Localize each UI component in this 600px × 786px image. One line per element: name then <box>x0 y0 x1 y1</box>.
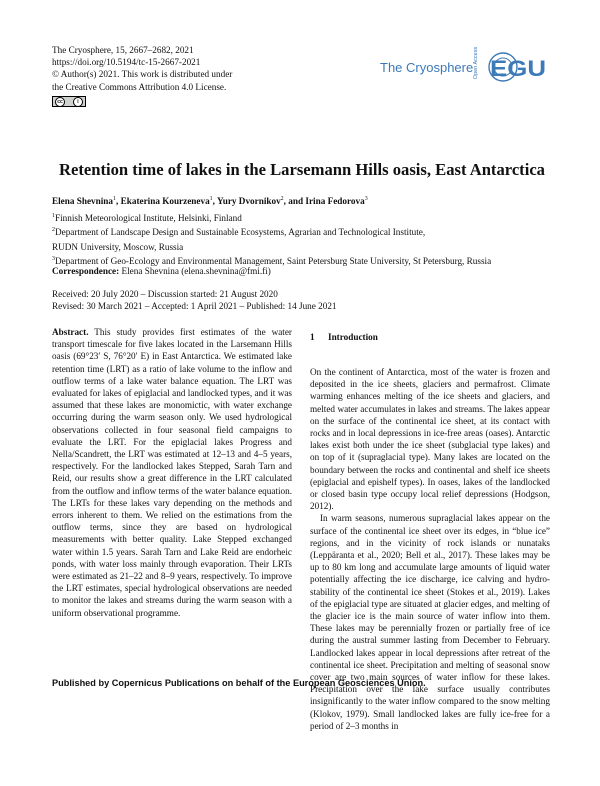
author: Irina Fedorova <box>305 196 365 207</box>
copyright-line: © Author(s) 2021. This work is distributed under <box>52 69 233 80</box>
abstract-column <box>52 326 292 619</box>
author-list <box>52 196 368 206</box>
doi-link[interactable]: https://doi.org/10.5194/tc-15-2667-2021 <box>52 57 201 68</box>
abstract-text: This study provides first estimates of the water transport timescale for five lakes located in the Larsemann Hills oasis (69°23′ S, 76°20′ E) in East Antarctica. We estimated lake retention time (LRT) as a ratio of lake volume to the inflow and outflow terms of a lake water balance equation. The LRT was evaluated for lakes of epiglacial and landlocked types, and it was assumed that these lakes are monomictic, with water exchange occurring during the warm season only. We used hydrological observations collected in four seasonal field campaigns to evaluate the LRT. For the epiglacial lakes Progress and Nella/Scandrett, the LRT was estimated at 12–13 and 4–5 years, respectively. For the landlocked lakes Stepped, Sarah Tarn and Reid, our results show a great difference in the LRT calculated from the outflow and inflow terms of the water balance equation. The LRTs for these lakes vary depending on the methods and errors inherent to them. We relied on the estimations from the outflow terms, since they are based on hydrological measurements with better quality. Lake Stepped exchanged water within 1.5 years. Sarah Tarn and Lake Reid are endorheic ponds, with water loss mainly through evaporation. Their LRTs were estimated as 21–22 and 8–9 years, respectively. To improve the LRT estimates, special hydrological observations are needed to monitor the lakes and streams during the warm season with a uniform observational programme. <box>52 327 292 618</box>
journal-logo: The Cryosphere <box>380 60 474 75</box>
published-dates: Revised: 30 March 2021 – Accepted: 1 April 2021 – Published: 14 June 2021 <box>52 301 337 312</box>
affiliation-text: Department of Geo-Ecology and Environmental Management, Saint Petersburg State University, St Petersburg, Russia <box>55 255 492 266</box>
affiliation-text: Department of Landscape Design and Sustainable Ecosystems, Agrarian and Technological Institute, <box>55 227 426 238</box>
open-access-text: Open Access <box>473 46 480 80</box>
publisher-footer: Published by Copernicus Publications on behalf of the European Geosciences Union. <box>52 678 426 688</box>
author-affiliation-mark: 3 <box>364 196 368 202</box>
affiliation-mark: 3 <box>52 255 55 262</box>
abstract-label: Abstract. <box>52 327 89 337</box>
affiliation <box>52 253 491 267</box>
author-affiliation-mark: 1 <box>209 196 213 202</box>
affiliation <box>52 210 491 224</box>
author: Ekaterina Kourzeneva <box>120 196 210 207</box>
paragraph: On the continent of Antarctica, most of the water is frozen and deposited in the ice sheets, glaciers and permafrost. Climate warming enhances melting of the ice sheets and glaciers, and melted water accumulates in lakes and streams. The lakes appear on the surface of the continental ice sheet, at its contact with rocks and in local depressions in ice-free areas (oases). Antarctic lakes exist both under the ice sheet (subglacial type lakes) and on top of it (supraglacial type). Many lakes are located on the boundary between the rocks and continental and shelf ice sheets (epiglacial and epishelf types). In oases, lakes of the landlocked or closed basin type occupy local relief depressions (Hodgson, 2012). <box>310 367 550 512</box>
affiliation-text: Finnish Meteorological Institute, Helsinki, Finland <box>55 213 242 224</box>
affiliation-mark: 1 <box>52 213 55 219</box>
cc-icon: cc <box>55 97 65 107</box>
author: Yury Dvornikov <box>216 196 281 207</box>
author: Elena Shevnina <box>52 196 114 207</box>
paper-title: Retention time of lakes in the Larsemann Hills oasis, East Antarctica <box>59 160 545 179</box>
correspondence <box>52 266 271 276</box>
affiliation <box>52 224 491 238</box>
received-dates: Received: 20 July 2020 – Discussion started: 21 August 2020 <box>52 289 278 299</box>
affiliation-text: RUDN University, Moscow, Russia <box>52 241 184 252</box>
section-heading <box>310 332 378 342</box>
author-separator: , <box>212 196 217 207</box>
correspondence-label: Correspondence: <box>52 266 120 276</box>
affiliation-mark: 2 <box>52 227 55 234</box>
section-title: Introduction <box>328 332 378 342</box>
author-affiliation-mark: 2 <box>280 196 284 202</box>
open-access-label <box>472 44 482 84</box>
journal-citation-block <box>52 44 232 93</box>
abstract <box>52 326 292 619</box>
cc-by-badge-icon[interactable] <box>52 96 86 107</box>
egu-logo-icon <box>488 50 548 84</box>
by-icon: i <box>73 97 83 107</box>
author-separator: , <box>116 196 121 207</box>
affiliation <box>52 239 491 253</box>
affiliation-list <box>52 210 491 267</box>
section-number: 1 <box>310 332 315 342</box>
publication-dates <box>52 288 337 312</box>
license-line: the Creative Commons Attribution 4.0 License. <box>52 81 227 92</box>
citation: The Cryosphere, 15, 2667–2682, 2021 <box>52 45 194 55</box>
correspondence-text[interactable]: Elena Shevnina (elena.shevnina@fmi.fi) <box>119 266 271 276</box>
paragraph: In warm seasons, numerous supraglacial lakes appear on the surface of the continental ice sheet over its edges, in “blue ice” regions, and in the vicinity of rock islands or nunataks (Leppäranta et al., 2020; Bell et al., 2017). These lakes may be up to 80 km long and accumulate large amounts of liquid water potentially affecting the ice discharge, ice calving and hydro-stability of the continental ice sheet (Stokes et al., 2019). Lakes of the epiglacial type are situated at glacier edges, and melting of the glacier ice is the main source of water inflow into them. These lakes may be perennially frozen or partially free of ice during the austral summer lasting from December to February. Landlocked lakes appear in local depressions after retreat of the continental ice sheet. Precipitation and melting of seasonal snow cover are two main sources of water inflow for these lakes. Precipitation over the lake surface usually contributes insignificantly to the water inflow compared to the snow melting (Klokov, 1979). Small landlocked lakes are fully ice-free for a period of 2–3 months in <box>310 513 550 731</box>
author-affiliation-mark: 1 <box>113 196 117 202</box>
author-separator: , and <box>283 196 306 207</box>
egu-logo-text: EGU <box>490 56 546 81</box>
